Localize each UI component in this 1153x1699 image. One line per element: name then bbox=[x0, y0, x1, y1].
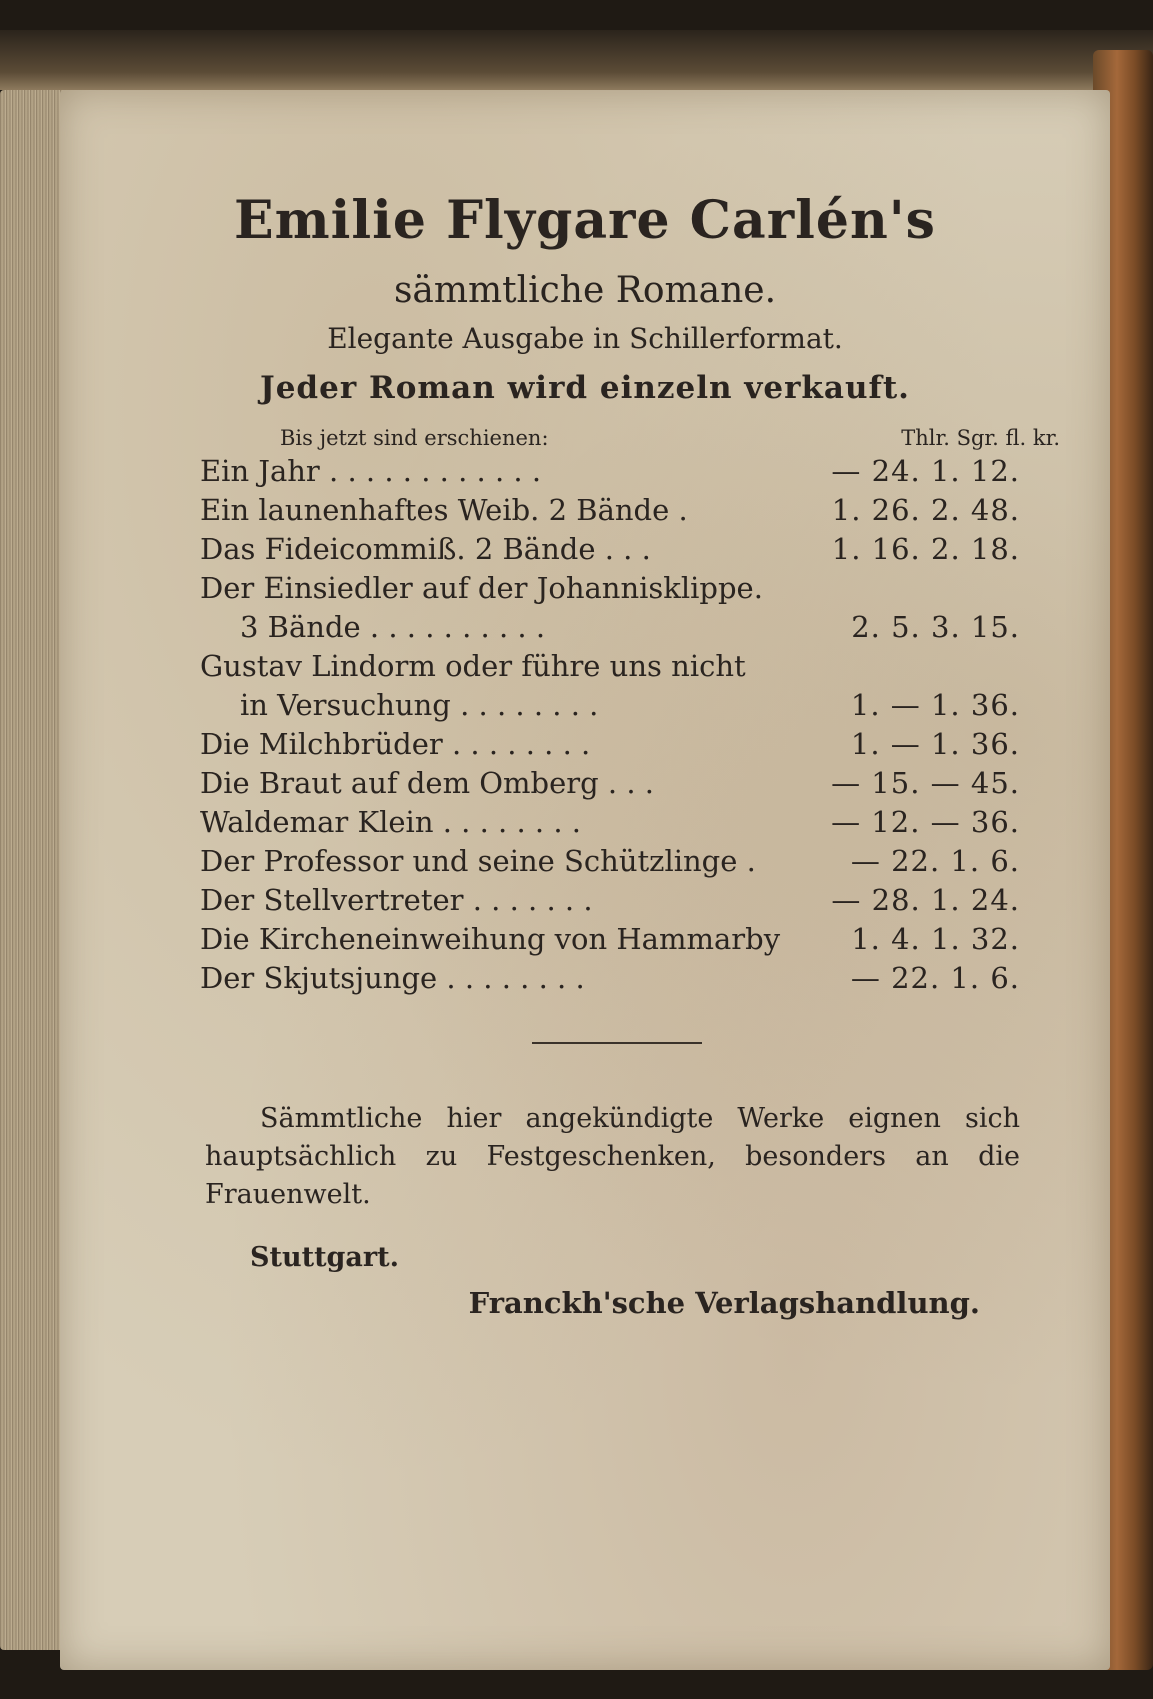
list-item bbox=[200, 725, 1020, 764]
book-title: Die Milchbrüder . . . . . . . . bbox=[200, 727, 591, 761]
book-page bbox=[60, 90, 1110, 1670]
book-title: in Versuchung . . . . . . . . bbox=[240, 688, 599, 722]
publisher: Franckh'sche Verlagshandlung. bbox=[468, 1286, 980, 1320]
book-price: 1. 16. 2. 18. bbox=[831, 532, 1020, 566]
book-price: 1. 26. 2. 48. bbox=[831, 493, 1020, 527]
book-title: 3 Bände . . . . . . . . . . bbox=[240, 610, 546, 644]
list-item bbox=[200, 569, 1020, 608]
book-list bbox=[200, 452, 1020, 998]
page-title: Emilie Flygare Carlén's bbox=[234, 190, 936, 251]
book-title: Der Skjutsjunge . . . . . . . . bbox=[200, 961, 585, 995]
list-item bbox=[200, 881, 1020, 920]
list-item bbox=[200, 842, 1020, 881]
book-price: — 15. — 45. bbox=[831, 766, 1020, 800]
book-title: Die Braut auf dem Omberg . . . bbox=[200, 766, 655, 800]
note-paragraph: Sämmtliche hier angekündigte Werke eignen sich hauptsächlich zu Festgeschenken, besonders an die Frauenwelt. bbox=[205, 1103, 1020, 1210]
city: Stuttgart. bbox=[250, 1242, 400, 1273]
book-title: Der Stellvertreter . . . . . . . bbox=[200, 883, 593, 917]
list-item bbox=[200, 803, 1020, 842]
book-title: Gustav Lindorm oder führe uns nicht bbox=[200, 649, 746, 683]
list-item bbox=[200, 608, 1020, 647]
book-title: Ein Jahr . . . . . . . . . . . . bbox=[200, 454, 542, 488]
book-price: — 22. 1. 6. bbox=[850, 844, 1020, 878]
list-item bbox=[200, 686, 1020, 725]
list-item bbox=[200, 647, 1020, 686]
currency-header: Thlr. Sgr. fl. kr. bbox=[901, 426, 1060, 450]
book-title: Der Einsiedler auf der Johannisklippe. bbox=[200, 571, 763, 605]
book-price: 1. — 1. 36. bbox=[850, 688, 1020, 722]
list-item bbox=[200, 920, 1020, 959]
divider bbox=[532, 1042, 702, 1044]
list-intro: Bis jetzt sind erschienen: bbox=[280, 426, 549, 450]
list-item bbox=[200, 959, 1020, 998]
book-title: Die Kircheneinweihung von Hammarby bbox=[200, 922, 781, 956]
book-title: Ein launenhaftes Weib. 2 Bände . bbox=[200, 493, 688, 527]
book-price: — 24. 1. 12. bbox=[831, 454, 1020, 488]
book-price: 1. 4. 1. 32. bbox=[851, 922, 1020, 956]
book-title: Waldemar Klein . . . . . . . . bbox=[200, 805, 581, 839]
list-item bbox=[200, 491, 1020, 530]
page-subtitle: sämmtliche Romane. bbox=[393, 270, 777, 311]
book-title: Der Professor und seine Schützlinge . bbox=[200, 844, 756, 878]
book-price: — 12. — 36. bbox=[831, 805, 1020, 839]
book-top-edge bbox=[0, 30, 1153, 90]
book-price: 1. — 1. 36. bbox=[850, 727, 1020, 761]
tagline: Jeder Roman wird einzeln verkauft. bbox=[260, 370, 910, 406]
book-price: 2. 5. 3. 15. bbox=[851, 610, 1020, 644]
list-item bbox=[200, 764, 1020, 803]
edition-line: Elegante Ausgabe in Schillerformat. bbox=[327, 322, 843, 355]
list-item bbox=[200, 530, 1020, 569]
list-item bbox=[200, 452, 1020, 491]
book-price: — 22. 1. 6. bbox=[850, 961, 1020, 995]
book-price: — 28. 1. 24. bbox=[831, 883, 1020, 917]
book-title: Das Fideicommiß. 2 Bände . . . bbox=[200, 532, 651, 566]
book bbox=[0, 30, 1153, 1670]
